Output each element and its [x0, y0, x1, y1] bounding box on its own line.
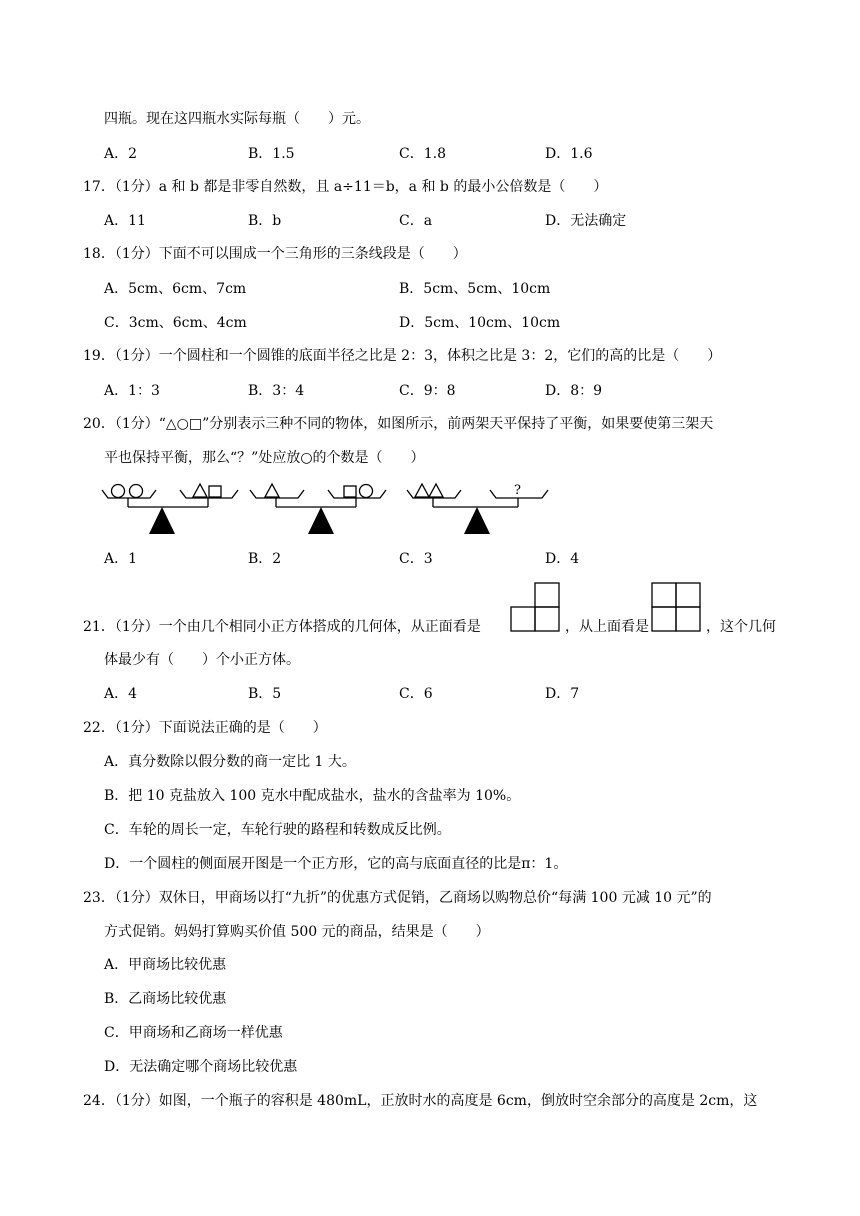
- q18-option-a[interactable]: A．5cm、6cm、7cm: [104, 281, 247, 297]
- balance-scale-1: [100, 478, 240, 538]
- q17-option-b[interactable]: B．b: [248, 213, 282, 229]
- q20-option-c[interactable]: C．3: [399, 551, 433, 567]
- triangle-shape: [429, 484, 443, 497]
- square-shape: [344, 486, 356, 497]
- q23-option-d[interactable]: D．无法确定哪个商场比较优惠: [104, 1059, 298, 1075]
- q22-option-b[interactable]: B．把 10 克盐放入 100 克水中配成盐水，盐水的含盐率为 10%。: [104, 788, 521, 804]
- fulcrum-icon: [149, 507, 175, 534]
- q21-option-b[interactable]: B．5: [248, 686, 282, 702]
- q21-option-c[interactable]: C．6: [399, 686, 433, 702]
- q21-stem-part1: 21．（1分）一个由几个相同小正方体搭成的几何体，从正面看是: [83, 619, 481, 635]
- q21-option-a[interactable]: A．4: [104, 686, 138, 702]
- q23-option-b[interactable]: B．乙商场比较优惠: [104, 991, 227, 1007]
- triangle-shape: [415, 484, 429, 497]
- q20-option-d[interactable]: D．4: [545, 551, 580, 567]
- q16-option-b[interactable]: B．1.5: [248, 146, 295, 162]
- q18-option-b[interactable]: B．5cm、5cm、10cm: [399, 281, 551, 297]
- q16-option-c[interactable]: C．1.8: [399, 146, 446, 162]
- q20-option-a[interactable]: A．1: [104, 551, 138, 567]
- unknown-mark: ?: [514, 483, 521, 498]
- q19-stem: 19．（1分）一个圆柱和一个圆锥的底面半径之比是 2：3，体积之比是 3：2，它们的高的比是（ ）: [83, 348, 722, 364]
- q22-option-a[interactable]: A．真分数除以假分数的商一定比 1 大。: [104, 754, 356, 770]
- q23-option-a[interactable]: A．甲商场比较优惠: [104, 957, 227, 973]
- triangle-shape: [265, 484, 279, 497]
- q19-option-c[interactable]: C．9：8: [399, 383, 456, 399]
- fulcrum-icon: [308, 507, 334, 534]
- q23-option-c[interactable]: C．甲商场和乙商场一样优惠: [104, 1025, 283, 1041]
- q20-stem-line1: 20．（1分）“△○□”分别表示三种不同的物体，如图所示，前两架天平保持了平衡，如果要使第三架天: [83, 416, 714, 432]
- q20-stem-line2: 平也保持平衡，那么“？”处应放○的个数是（ ）: [104, 450, 425, 466]
- q21-stem-line2: 体最少有（ ）个小正方体。: [104, 652, 300, 668]
- q20-option-b[interactable]: B．2: [248, 551, 282, 567]
- fulcrum-icon: [464, 507, 490, 534]
- q22-option-d[interactable]: D．一个圆柱的侧面展开图是一个正方形，它的高与底面直径的比是π：1。: [104, 856, 568, 872]
- front-view-figure: [510, 582, 562, 632]
- q18-option-d[interactable]: D．5cm、10cm、10cm: [399, 315, 561, 331]
- top-view-figure: [651, 582, 703, 632]
- q21-stem-part2: ，从上面看是: [565, 619, 649, 635]
- q16-option-d[interactable]: D．1.6: [545, 146, 593, 162]
- q23-stem-line2: 方式促销。妈妈打算购买价值 500 元的商品，结果是（ ）: [104, 924, 490, 940]
- q19-option-a[interactable]: A．1：3: [104, 383, 160, 399]
- q17-stem: 17．（1分）a 和 b 都是非零自然数，且 a÷11＝b，a 和 b 的最小公倍数是（ ）: [83, 179, 608, 195]
- q22-stem: 22．（1分）下面说法正确的是（ ）: [83, 720, 327, 736]
- q17-option-a[interactable]: A．11: [104, 213, 146, 229]
- circle-shape: [130, 485, 143, 498]
- q19-option-d[interactable]: D．8：9: [545, 383, 603, 399]
- q16-continuation: 四瓶。现在这四瓶水实际每瓶（ ）元。: [104, 111, 370, 127]
- q21-stem-part3: ，这个几何: [706, 619, 776, 635]
- balance-scale-2: [248, 478, 388, 538]
- balance-scale-3: [405, 478, 550, 538]
- q18-option-c[interactable]: C．3cm、6cm、4cm: [104, 315, 247, 331]
- q24-stem: 24．（1分）如图，一个瓶子的容积是 480mL，正放时水的高度是 6cm，倒放时空余部分的高度是 2cm，这: [83, 1093, 758, 1109]
- q23-stem-line1: 23．（1分）双休日，甲商场以打“九折”的优惠方式促销，乙商场以购物总价“每满 100 元减 10 元”的: [83, 890, 712, 906]
- q22-option-c[interactable]: C．车轮的周长一定，车轮行驶的路程和转数成反比例。: [104, 822, 451, 838]
- q19-option-b[interactable]: B．3：4: [248, 383, 305, 399]
- square-shape: [209, 486, 221, 497]
- q17-option-c[interactable]: C．a: [399, 213, 433, 229]
- triangle-shape: [193, 484, 207, 497]
- circle-shape: [360, 485, 373, 498]
- q16-option-a[interactable]: A．2: [104, 146, 138, 162]
- q18-stem: 18．（1分）下面不可以围成一个三角形的三条线段是（ ）: [83, 246, 467, 262]
- q21-option-d[interactable]: D．7: [545, 686, 580, 702]
- circle-shape: [112, 485, 125, 498]
- q17-option-d[interactable]: D．无法确定: [545, 213, 627, 229]
